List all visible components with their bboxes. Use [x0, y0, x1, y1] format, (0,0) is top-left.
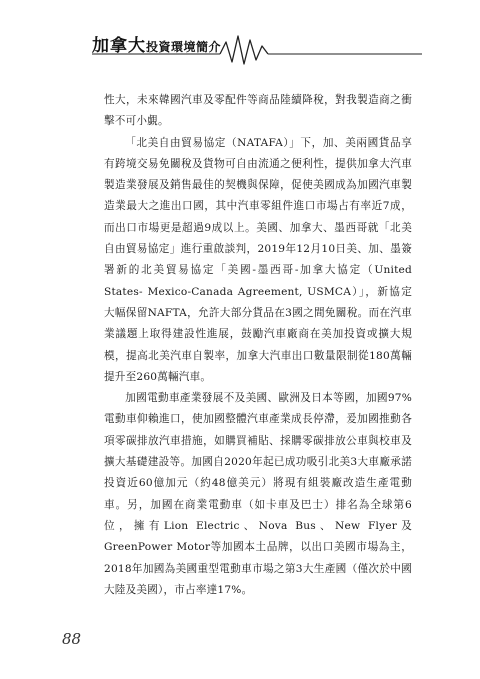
header-title-country: 加拿大 [92, 36, 146, 56]
paragraph-2: 「北美自由貿易協定（NATAFA）」下，加、美兩國貨品享有跨境交易免關稅及貨物可自由流通之便利性，提供加拿大汽車製造業發展及銷售最佳的契機與保障，促使美國成為加國汽車製造業最大之進出口國，其中汽車零組件進口市場占有率近7成，而出口市場更是超過9成以上。美國、加拿大、墨西哥就「北美自由貿易協定」進行重啟談判，2019年12月10日美、加、墨簽署新的北美貿易協定「美國-墨西哥-加拿大協定（United States- Mexico-Canada Agreement, USMCA）」，新協定大幅保留NAFTA，允許大部分貨品在3國之間免關稅。而在汽車業議題上取得建設性進展，鼓勵汽車廠商在美加投資或擴大規模，提高北美汽車自製率，加拿大汽車出口數量限制從180萬輛提升至260萬輛汽車。 [104, 136, 412, 383]
paragraph-3: 加國電動車產業發展不及美國、歐洲及日本等國，加國97%電動車仰賴進口，使加國整體汽車產業成長停滯，爰加國推動各項零碳排放汽車措施，如購買補貼、採購零碳排放公車與校車及擴大基礎建設等。加國自2020年起已成功吸引北美3大車廠承諾投資近60億加元（約48億美元）將現有組裝廠改造生產電動車。另，加國在商業電動車（如卡車及巴士）排名為全球第6位，擁有Lion Electric、Nova Bus、New Flyer及GreenPower Motor等加國本土品牌，以出口美國市場為主，2018年加國為美國重型電動車市場之第3大生產國（僅次於中國大陸及美國），市占率達17%。 [104, 392, 412, 596]
header-title-subtitle: 投資環境簡介 [146, 40, 222, 54]
page-number: 88 [62, 630, 82, 648]
paragraph-1: 性大，未來韓國汽車及零配件等商品陸續降稅，對我製造商之衝擊不可小覷。 [104, 94, 412, 128]
pulse-wave-icon [220, 36, 268, 64]
body-text [104, 90, 412, 601]
running-header [92, 30, 422, 70]
header-title [92, 34, 221, 59]
